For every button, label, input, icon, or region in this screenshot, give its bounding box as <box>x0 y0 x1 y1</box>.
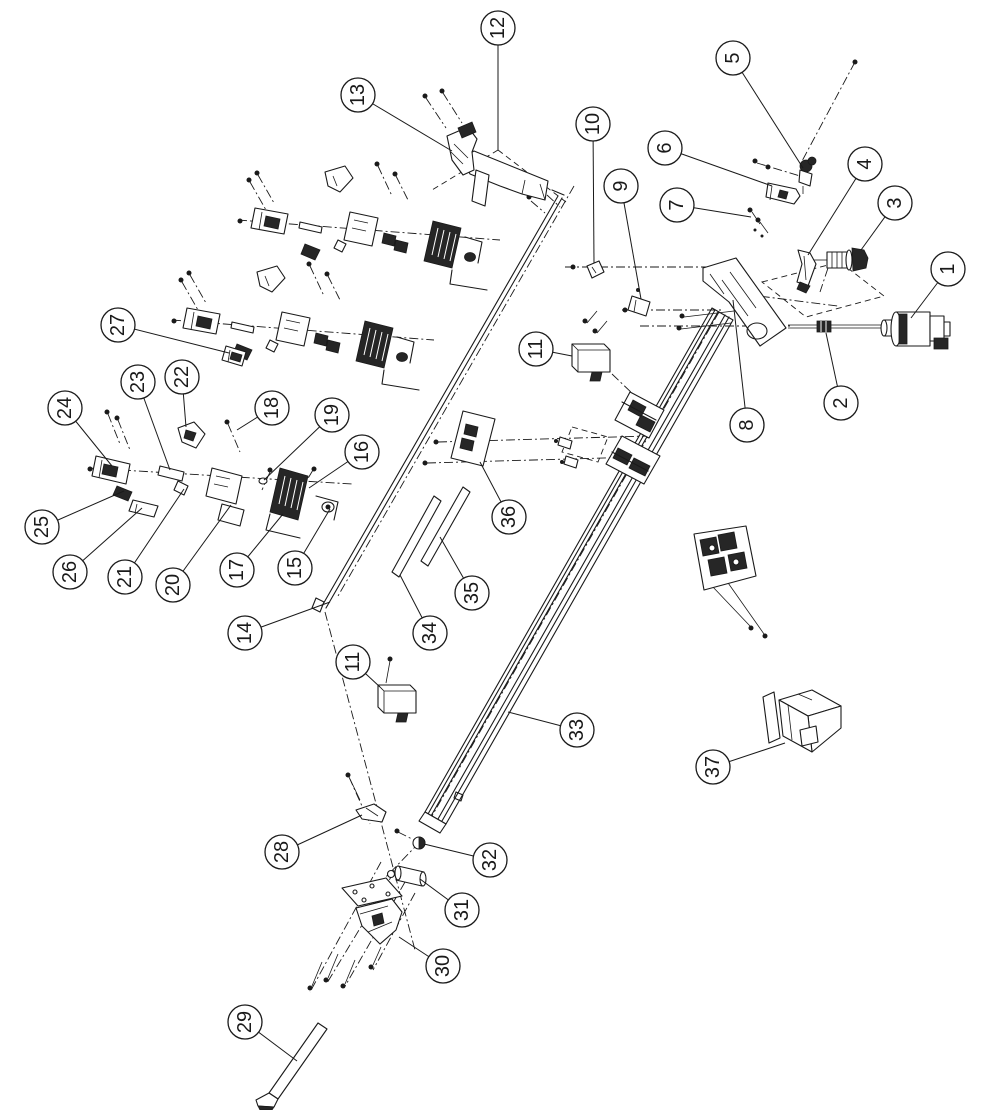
balloon-number-17: 17 <box>226 558 248 582</box>
balloon-number-14: 14 <box>234 621 256 645</box>
balloon-number-36: 36 <box>498 505 520 529</box>
part-clip-9 <box>628 288 650 316</box>
leader-line-5 <box>733 58 803 168</box>
pcb-cluster <box>694 526 756 590</box>
balloon-number-15: 15 <box>284 556 306 580</box>
balloon-number-2: 2 <box>830 397 852 409</box>
part-bracket-13 <box>447 122 477 175</box>
balloon-number-27: 27 <box>107 313 129 337</box>
part-latch-5 <box>799 157 816 194</box>
part-strip-29 <box>256 1023 327 1110</box>
balloon-number-37: 37 <box>702 755 724 779</box>
part-cover-11 <box>572 344 610 381</box>
part-plate-26 <box>129 500 158 517</box>
balloon-number-20: 20 <box>162 573 184 597</box>
part-comb-17 <box>270 468 308 520</box>
part-tension-arm-4 <box>797 250 816 293</box>
balloon-number-11b: 11 <box>342 651 364 673</box>
part-main-rail-33 <box>419 308 733 833</box>
part-strip-34 <box>392 496 441 577</box>
balloon-number-29: 29 <box>234 1010 256 1034</box>
part-motor-1 <box>788 312 950 349</box>
part-cover-11b <box>378 685 416 722</box>
balloon-number-3: 3 <box>884 197 906 209</box>
balloon-number-35: 35 <box>461 581 483 605</box>
part-clip-25 <box>113 486 132 501</box>
balloon-number-33: 33 <box>566 718 588 742</box>
balloon-number-5: 5 <box>722 52 744 64</box>
part-strip-35 <box>421 487 470 566</box>
leader-line-10 <box>593 124 594 263</box>
part-bolt-3 <box>812 248 868 271</box>
balloon-number-9: 9 <box>610 180 632 192</box>
balloon-number-10: 10 <box>582 112 604 136</box>
balloon-number-32: 32 <box>479 848 501 872</box>
part-pinion-2 <box>817 321 831 332</box>
balloon-number-23: 23 <box>127 370 149 394</box>
balloon-number-34: 34 <box>419 621 441 645</box>
balloon-number-13: 13 <box>347 83 369 107</box>
part-pin-23 <box>158 466 184 481</box>
balloon-number-21: 21 <box>114 565 136 589</box>
balloon-number-7: 7 <box>666 199 688 211</box>
balloon-number-8: 8 <box>736 419 758 431</box>
balloon-number-24: 24 <box>54 396 76 420</box>
balloon-number-12: 12 <box>487 16 509 40</box>
balloon-number-11: 11 <box>525 338 547 360</box>
subassembly-row <box>247 162 488 291</box>
part-grommet-32 <box>413 837 425 849</box>
balloon-number-26: 26 <box>59 560 81 584</box>
balloon-number-1: 1 <box>937 263 959 275</box>
part-arm-12 <box>462 151 548 206</box>
balloon-number-28: 28 <box>271 840 293 864</box>
part-bracket-28 <box>356 804 386 822</box>
balloon-number-31: 31 <box>451 898 473 922</box>
subassembly-row-b <box>179 262 420 391</box>
balloon-number-18: 18 <box>261 396 283 420</box>
balloon-number-30: 30 <box>432 954 454 978</box>
balloon-number-6: 6 <box>654 142 676 154</box>
balloon-number-19: 19 <box>321 403 343 427</box>
balloon-number-16: 16 <box>351 440 373 464</box>
balloon-number-22: 22 <box>171 365 193 389</box>
balloon-number-25: 25 <box>31 515 53 539</box>
balloon-number-4: 4 <box>854 158 876 170</box>
part-clip-10 <box>587 261 604 278</box>
part-screws-7 <box>748 208 769 238</box>
part-box-cover-37 <box>763 690 841 752</box>
